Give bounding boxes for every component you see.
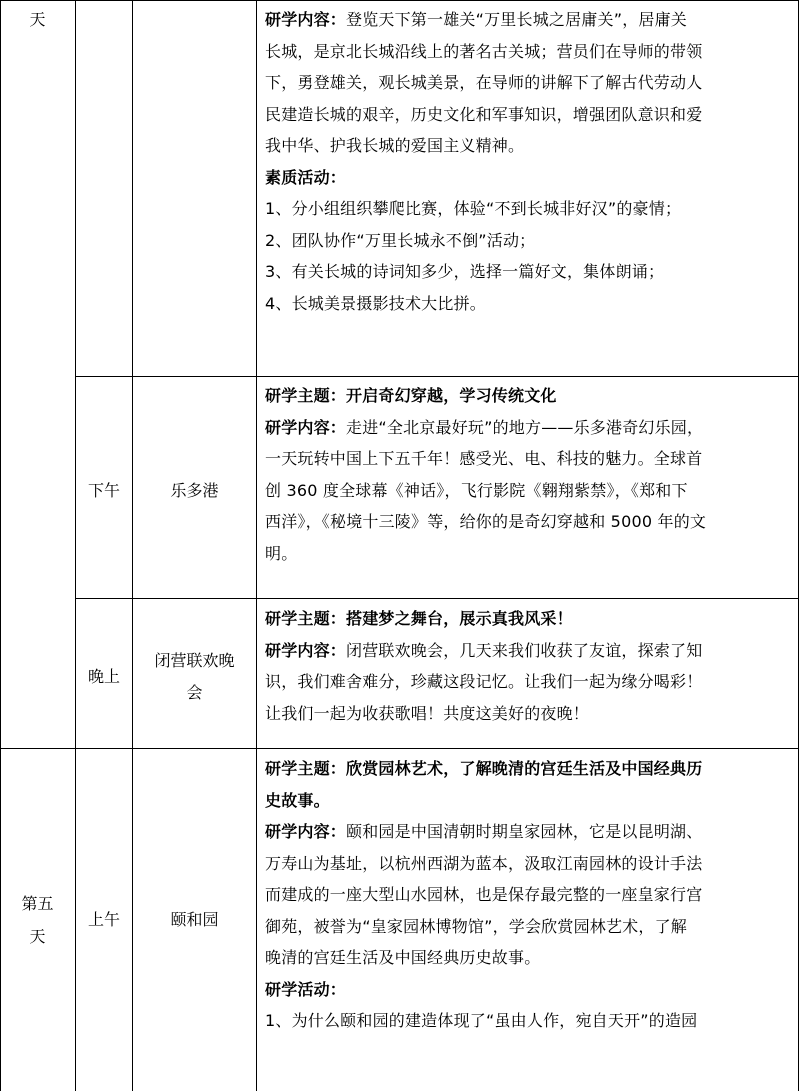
content-line: 研学内容：登览天下第一雄关“万里长城之居庸关”，居庸关 [265, 10, 687, 29]
content-line: 研学内容：走进“全北京最好玩”的地方——乐多港奇幻乐园， [265, 417, 704, 437]
period-evening: 晚上 [87, 667, 120, 686]
content-line: 民建造长城的艰辛，历史文化和军事知识，增强团队意识和爱 [265, 104, 703, 124]
day4-morning-content [265, 4, 795, 319]
content-line: 我中华、护我长城的爱国主义精神。 [265, 136, 525, 155]
content-line: 而建成的一座大型山水园林，也是保存最完整的一座皇家行宫 [265, 885, 703, 904]
content-line: 研学内容：颐和园是中国清朝时期皇家园林，它是以昆明湖、 [265, 822, 703, 841]
day4-afternoon-content [265, 380, 795, 569]
day4-evening-content [265, 603, 795, 729]
place-day5-morning: 颐和园 [170, 910, 219, 929]
table-divider-place [256, 0, 257, 1091]
place-afternoon: 乐多港 [170, 481, 219, 500]
content-line: 万寿山为基址，以杭州西湖为蓝本，汲取江南园林的设计手法 [265, 853, 703, 873]
place-evening [133, 650, 256, 703]
content-line: 识，我们难舍难分，珍藏这段记忆。让我们一起为缘分喝彩！ [265, 672, 703, 691]
content-line: 长城，是京北长城沿线上的著名古关城；营员们在导师的带领 [265, 41, 703, 61]
content-line: 一天玩转中国上下五千年！感受光、电、科技的魅力。全球首 [265, 449, 703, 468]
period-day5-morning: 上午 [87, 910, 120, 929]
content-line: 下，勇登雄关，观长城美景，在导师的讲解下了解古代劳动人 [265, 73, 703, 92]
content-line: 研学内容：闭营联欢晚会，几天来我们收获了友谊，探索了知 [265, 640, 703, 660]
content-line: 研学主题：欣赏园林艺术，了解晚清的宫廷生活及中国经典历 [265, 759, 703, 778]
content-line: 2、团队协作“万里长城永不倒”活动； [265, 230, 536, 250]
content-line: 素质活动： [265, 167, 347, 187]
row-divider-day5 [0, 748, 799, 749]
content-line: 3、有关长城的诗词知多少，选择一篇好文，集体朗诵； [265, 262, 665, 281]
row-divider-evening [75, 598, 799, 599]
content-line: 1、分小组组织攀爬比赛，体验“不到长城非好汉”的豪情； [265, 199, 682, 218]
period-afternoon: 下午 [87, 481, 120, 500]
day-label: 天 [29, 10, 46, 29]
table-border-right [798, 0, 799, 1091]
content-line: 御苑，被誉为“皇家园林博物馆”，学会欣赏园林艺术，了解 [265, 916, 687, 936]
day5-label [0, 893, 75, 947]
content-line: 创 360 度全球幕《神话》，飞行影院《翱翔紫禁》，《郑和下 [265, 480, 688, 500]
content-line: 研学主题：开启奇幻穿越，学习传统文化 [265, 386, 557, 405]
content-line: 西洋》，《秘境十三陵》等，给你的是奇幻穿越和 5000 年的文 [265, 512, 707, 531]
day5-label-line2: 天 [29, 927, 46, 946]
content-line: 研学主题：搭建梦之舞台，展示真我风采！ [265, 609, 573, 628]
content-line: 晚清的宫廷生活及中国经典历史故事。 [265, 948, 541, 967]
place-evening-line1: 闭营联欢晚 [154, 651, 235, 670]
table-border-top [0, 0, 799, 1]
content-line: 4、长城美景摄影技术大比拼。 [265, 293, 486, 313]
content-line: 1、为什么颐和园的建造体现了“虽由人作，宛自天开”的造园 [265, 1011, 698, 1030]
content-line: 明。 [265, 543, 298, 563]
content-line: 让我们一起为收获歌唱！共度这美好的夜晚！ [265, 703, 590, 723]
day5-morning-content [265, 753, 795, 1037]
place-evening-line2: 会 [186, 683, 203, 702]
content-line: 研学活动： [265, 979, 347, 999]
day5-label-line1: 第五 [21, 894, 54, 913]
content-line: 史故事。 [265, 790, 330, 810]
row-divider-afternoon [75, 376, 799, 377]
